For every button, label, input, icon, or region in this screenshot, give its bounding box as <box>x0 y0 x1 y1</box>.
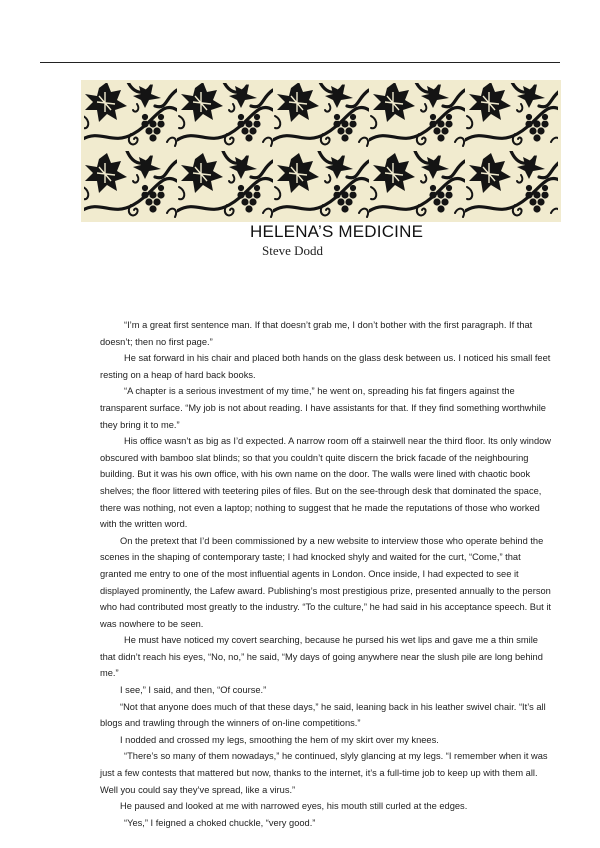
paragraph: His office wasn’t as big as I’d expected. A narrow room off a stairwell near the third floor. Its only window obscured with bamboo slat blinds; so that you couldn’t quite discern the brick facade of the neighbouring building. But it was his own office, with his own name on the door. The walls were lined with chaotic book shelves; the floor littered with teetering piles of files. But on the see-through desk that dominated the space, there was nothing, not even a laptop; nothing to suggest that he made the reputations of those who worked with the written word. <box>100 436 552 530</box>
paragraph: He sat forward in his chair and placed both hands on the glass desk between us. I noticed his small feet resting on a heap of hard back books. <box>100 353 551 380</box>
paragraph: I see,” I said, and then, “Of course.” <box>120 685 267 696</box>
story-body <box>100 317 552 831</box>
grapevine-ornament-icon <box>81 80 561 222</box>
story-title: HELENA’S MEDICINE <box>250 222 424 241</box>
paragraph: “Not that anyone does much of that these days,” he said, leaning back in his leather swivel chair. “It’s all blogs and trawling through the winners of on-line competitions.” <box>100 701 546 729</box>
paragraph: I nodded and crossed my legs, smoothing the hem of my skirt over my knees. <box>120 734 439 745</box>
paragraph: He paused and looked at me with narrowed eyes, his mouth still curled at the edges. <box>120 801 468 812</box>
story-author: Steve Dodd <box>262 243 324 258</box>
paragraph: “A chapter is a serious investment of my time,” he went on, spreading his fat fingers against the transparent surface. “My job is not about reading. I have assistants for that. If they find something worthwhile they bring it to me.” <box>100 386 546 430</box>
paragraph: “I’m a great first sentence man. If that doesn’t grab me, I don’t bother with the first paragraph. If that doesn’t; then no first page.” <box>100 320 533 347</box>
paragraph: “There’s so many of them nowadays,” he continued, slyly glancing at my legs. “I remember when it was just a few contests that mattered but now, thanks to the internet, it’s a full-time job to keep up with them all. Well you could say they’ve spread, like a virus.” <box>100 751 548 795</box>
paragraph: “Yes,” I feigned a choked chuckle, “very good.” <box>124 817 316 828</box>
paragraph: He must have noticed my covert searching, because he pursed his wet lips and gave me a thin smile that didn’t reach his eyes, “No, no,” he said, “My days of going anywhere near the slush pile are long behind me.” <box>100 635 543 679</box>
paragraph: On the pretext that I’d been commissioned by a new website to interview those who operate behind the scenes in the shaping of contemporary taste; I had knocked shyly and waited for the curt, “Come,” that granted me entry to one of the most influential agents in London. Once inside, I had expected to see it displayed prominently, the Lafew award. Publishing’s most prestigious prize, presented annually to the person who had contributed most greatly to the industry. “To the culture,” he had said in his acceptance speech. But it was nowhere to be seen. <box>100 535 551 629</box>
top-rule <box>40 62 560 63</box>
